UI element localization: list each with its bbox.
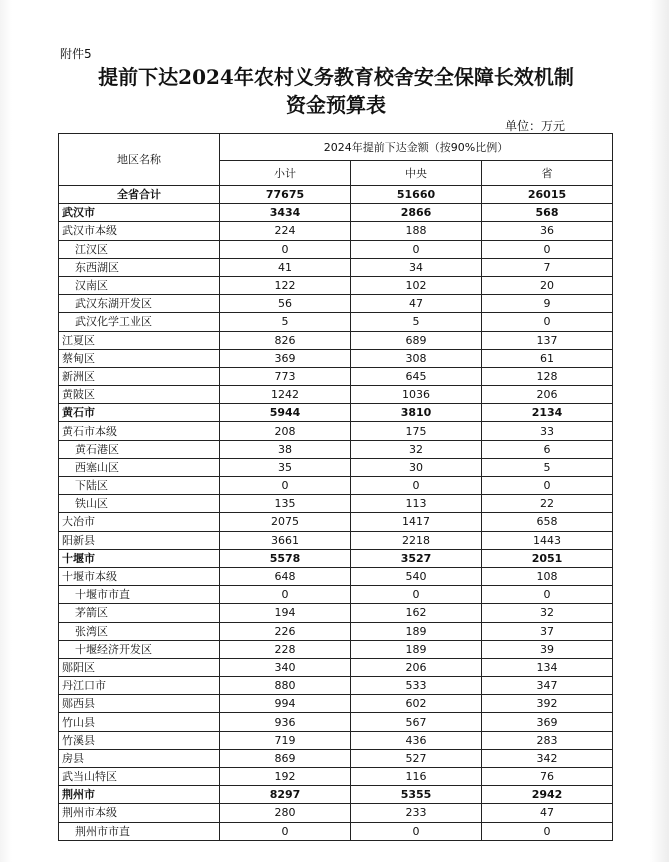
province-cell: 369 bbox=[482, 713, 613, 731]
province-cell: 2942 bbox=[482, 786, 613, 804]
table-row bbox=[59, 404, 613, 422]
region-name-cell: 房县 bbox=[59, 749, 220, 767]
central-cell: 527 bbox=[351, 749, 482, 767]
table-row bbox=[59, 567, 613, 585]
region-name-cell: 蔡甸区 bbox=[59, 349, 220, 367]
region-name-cell: 黄陂区 bbox=[59, 386, 220, 404]
region-name-cell: 武汉市 bbox=[59, 204, 220, 222]
province-cell: 47 bbox=[482, 804, 613, 822]
table-body bbox=[59, 186, 613, 841]
header-province: 省 bbox=[482, 161, 613, 186]
header-group: 2024年提前下达金额（按90%比例） bbox=[220, 134, 613, 161]
table-row bbox=[59, 349, 613, 367]
table-row bbox=[59, 458, 613, 476]
province-cell: 342 bbox=[482, 749, 613, 767]
central-cell: 308 bbox=[351, 349, 482, 367]
province-cell: 658 bbox=[482, 513, 613, 531]
subtotal-cell: 35 bbox=[220, 458, 351, 476]
subtotal-cell: 936 bbox=[220, 713, 351, 731]
central-cell: 175 bbox=[351, 422, 482, 440]
province-cell: 0 bbox=[482, 822, 613, 840]
region-name-cell: 江汉区 bbox=[59, 240, 220, 258]
central-cell: 0 bbox=[351, 240, 482, 258]
table-row bbox=[59, 422, 613, 440]
province-cell: 22 bbox=[482, 495, 613, 513]
region-name-cell: 铁山区 bbox=[59, 495, 220, 513]
province-cell: 6 bbox=[482, 440, 613, 458]
table-row bbox=[59, 586, 613, 604]
region-name-cell: 东西湖区 bbox=[59, 258, 220, 276]
subtotal-cell: 194 bbox=[220, 604, 351, 622]
header-region: 地区名称 bbox=[59, 134, 220, 186]
table-row bbox=[59, 186, 613, 204]
central-cell: 602 bbox=[351, 695, 482, 713]
table-row bbox=[59, 622, 613, 640]
central-cell: 0 bbox=[351, 586, 482, 604]
subtotal-cell: 77675 bbox=[220, 186, 351, 204]
central-cell: 540 bbox=[351, 567, 482, 585]
region-name-cell: 十堰市本级 bbox=[59, 567, 220, 585]
region-name-cell: 竹山县 bbox=[59, 713, 220, 731]
region-name-cell: 竹溪县 bbox=[59, 731, 220, 749]
region-name-cell: 十堰市 bbox=[59, 549, 220, 567]
region-name-cell: 武汉东湖开发区 bbox=[59, 295, 220, 313]
table-row bbox=[59, 677, 613, 695]
subtotal-cell: 0 bbox=[220, 586, 351, 604]
province-cell: 26015 bbox=[482, 186, 613, 204]
document-title-line1: 提前下达2024年农村义务教育校舍安全保障长效机制 bbox=[98, 65, 574, 89]
table-row bbox=[59, 440, 613, 458]
region-name-cell: 全省合计 bbox=[59, 186, 220, 204]
province-cell: 2134 bbox=[482, 404, 613, 422]
region-name-cell: 十堰市市直 bbox=[59, 586, 220, 604]
region-name-cell: 江夏区 bbox=[59, 331, 220, 349]
province-cell: 283 bbox=[482, 731, 613, 749]
table-row bbox=[59, 786, 613, 804]
region-name-cell: 武当山特区 bbox=[59, 768, 220, 786]
budget-table bbox=[58, 133, 613, 841]
region-name-cell: 郧阳区 bbox=[59, 658, 220, 676]
region-name-cell: 荆州市本级 bbox=[59, 804, 220, 822]
table-row bbox=[59, 713, 613, 731]
central-cell: 206 bbox=[351, 658, 482, 676]
table-row bbox=[59, 513, 613, 531]
province-cell: 7 bbox=[482, 258, 613, 276]
subtotal-cell: 773 bbox=[220, 367, 351, 385]
unit-label: 单位：万元 bbox=[504, 119, 565, 133]
table-row bbox=[59, 804, 613, 822]
region-name-cell: 郧西县 bbox=[59, 695, 220, 713]
province-cell: 39 bbox=[482, 640, 613, 658]
central-cell: 2866 bbox=[351, 204, 482, 222]
table-row bbox=[59, 495, 613, 513]
subtotal-cell: 208 bbox=[220, 422, 351, 440]
region-name-cell: 荆州市市直 bbox=[59, 822, 220, 840]
province-cell: 32 bbox=[482, 604, 613, 622]
subtotal-cell: 0 bbox=[220, 477, 351, 495]
region-name-cell: 武汉市本级 bbox=[59, 222, 220, 240]
subtotal-cell: 5 bbox=[220, 313, 351, 331]
subtotal-cell: 0 bbox=[220, 240, 351, 258]
subtotal-cell: 41 bbox=[220, 258, 351, 276]
province-cell: 0 bbox=[482, 477, 613, 495]
table-row bbox=[59, 222, 613, 240]
region-name-cell: 大冶市 bbox=[59, 513, 220, 531]
subtotal-cell: 869 bbox=[220, 749, 351, 767]
subtotal-cell: 280 bbox=[220, 804, 351, 822]
central-cell: 1036 bbox=[351, 386, 482, 404]
table-row bbox=[59, 822, 613, 840]
table-row bbox=[59, 386, 613, 404]
region-name-cell: 西塞山区 bbox=[59, 458, 220, 476]
region-name-cell: 阳新县 bbox=[59, 531, 220, 549]
central-cell: 189 bbox=[351, 622, 482, 640]
region-name-cell: 张湾区 bbox=[59, 622, 220, 640]
subtotal-cell: 5578 bbox=[220, 549, 351, 567]
province-cell: 5 bbox=[482, 458, 613, 476]
central-cell: 567 bbox=[351, 713, 482, 731]
header-subtotal: 小计 bbox=[220, 161, 351, 186]
central-cell: 689 bbox=[351, 331, 482, 349]
province-cell: 134 bbox=[482, 658, 613, 676]
central-cell: 3527 bbox=[351, 549, 482, 567]
table-row bbox=[59, 531, 613, 549]
province-cell: 20 bbox=[482, 276, 613, 294]
table-row bbox=[59, 658, 613, 676]
region-name-cell: 黄石市 bbox=[59, 404, 220, 422]
table-row bbox=[59, 549, 613, 567]
province-cell: 568 bbox=[482, 204, 613, 222]
central-cell: 189 bbox=[351, 640, 482, 658]
central-cell: 5355 bbox=[351, 786, 482, 804]
region-name-cell: 汉南区 bbox=[59, 276, 220, 294]
subtotal-cell: 1242 bbox=[220, 386, 351, 404]
province-cell: 1443 bbox=[482, 531, 613, 549]
subtotal-cell: 135 bbox=[220, 495, 351, 513]
central-cell: 233 bbox=[351, 804, 482, 822]
central-cell: 116 bbox=[351, 768, 482, 786]
region-name-cell: 武汉化学工业区 bbox=[59, 313, 220, 331]
subtotal-cell: 3434 bbox=[220, 204, 351, 222]
region-name-cell: 黄石港区 bbox=[59, 440, 220, 458]
region-name-cell: 荆州市 bbox=[59, 786, 220, 804]
province-cell: 36 bbox=[482, 222, 613, 240]
subtotal-cell: 369 bbox=[220, 349, 351, 367]
subtotal-cell: 3661 bbox=[220, 531, 351, 549]
table-row bbox=[59, 331, 613, 349]
central-cell: 0 bbox=[351, 477, 482, 495]
central-cell: 32 bbox=[351, 440, 482, 458]
table-row bbox=[59, 695, 613, 713]
province-cell: 0 bbox=[482, 586, 613, 604]
table-row bbox=[59, 276, 613, 294]
table-row bbox=[59, 313, 613, 331]
subtotal-cell: 224 bbox=[220, 222, 351, 240]
province-cell: 0 bbox=[482, 240, 613, 258]
region-name-cell: 新洲区 bbox=[59, 367, 220, 385]
province-cell: 76 bbox=[482, 768, 613, 786]
table-row bbox=[59, 204, 613, 222]
province-cell: 0 bbox=[482, 313, 613, 331]
region-name-cell: 茅箭区 bbox=[59, 604, 220, 622]
subtotal-cell: 880 bbox=[220, 677, 351, 695]
subtotal-cell: 2075 bbox=[220, 513, 351, 531]
province-cell: 128 bbox=[482, 367, 613, 385]
region-name-cell: 丹江口市 bbox=[59, 677, 220, 695]
subtotal-cell: 340 bbox=[220, 658, 351, 676]
central-cell: 113 bbox=[351, 495, 482, 513]
province-cell: 37 bbox=[482, 622, 613, 640]
province-cell: 33 bbox=[482, 422, 613, 440]
central-cell: 30 bbox=[351, 458, 482, 476]
subtotal-cell: 719 bbox=[220, 731, 351, 749]
central-cell: 2218 bbox=[351, 531, 482, 549]
region-name-cell: 下陆区 bbox=[59, 477, 220, 495]
subtotal-cell: 8297 bbox=[220, 786, 351, 804]
province-cell: 61 bbox=[482, 349, 613, 367]
header-central: 中央 bbox=[351, 161, 482, 186]
central-cell: 0 bbox=[351, 822, 482, 840]
subtotal-cell: 994 bbox=[220, 695, 351, 713]
subtotal-cell: 192 bbox=[220, 768, 351, 786]
subtotal-cell: 38 bbox=[220, 440, 351, 458]
subtotal-cell: 228 bbox=[220, 640, 351, 658]
attachment-label: 附件5 bbox=[60, 47, 92, 61]
central-cell: 102 bbox=[351, 276, 482, 294]
table-row bbox=[59, 477, 613, 495]
document-title-line2: 资金预算表 bbox=[286, 93, 386, 117]
table-row bbox=[59, 295, 613, 313]
central-cell: 436 bbox=[351, 731, 482, 749]
province-cell: 108 bbox=[482, 567, 613, 585]
province-cell: 392 bbox=[482, 695, 613, 713]
central-cell: 533 bbox=[351, 677, 482, 695]
subtotal-cell: 226 bbox=[220, 622, 351, 640]
central-cell: 5 bbox=[351, 313, 482, 331]
table-row bbox=[59, 240, 613, 258]
central-cell: 1417 bbox=[351, 513, 482, 531]
central-cell: 162 bbox=[351, 604, 482, 622]
subtotal-cell: 0 bbox=[220, 822, 351, 840]
province-cell: 206 bbox=[482, 386, 613, 404]
table-row bbox=[59, 731, 613, 749]
central-cell: 51660 bbox=[351, 186, 482, 204]
table-row bbox=[59, 768, 613, 786]
table-row bbox=[59, 604, 613, 622]
central-cell: 3810 bbox=[351, 404, 482, 422]
province-cell: 9 bbox=[482, 295, 613, 313]
subtotal-cell: 648 bbox=[220, 567, 351, 585]
central-cell: 188 bbox=[351, 222, 482, 240]
central-cell: 645 bbox=[351, 367, 482, 385]
region-name-cell: 十堰经济开发区 bbox=[59, 640, 220, 658]
table-row bbox=[59, 258, 613, 276]
subtotal-cell: 122 bbox=[220, 276, 351, 294]
subtotal-cell: 56 bbox=[220, 295, 351, 313]
table-row bbox=[59, 640, 613, 658]
subtotal-cell: 826 bbox=[220, 331, 351, 349]
province-cell: 2051 bbox=[482, 549, 613, 567]
region-name-cell: 黄石市本级 bbox=[59, 422, 220, 440]
province-cell: 137 bbox=[482, 331, 613, 349]
subtotal-cell: 5944 bbox=[220, 404, 351, 422]
central-cell: 34 bbox=[351, 258, 482, 276]
table-row bbox=[59, 749, 613, 767]
table-row bbox=[59, 367, 613, 385]
province-cell: 347 bbox=[482, 677, 613, 695]
central-cell: 47 bbox=[351, 295, 482, 313]
